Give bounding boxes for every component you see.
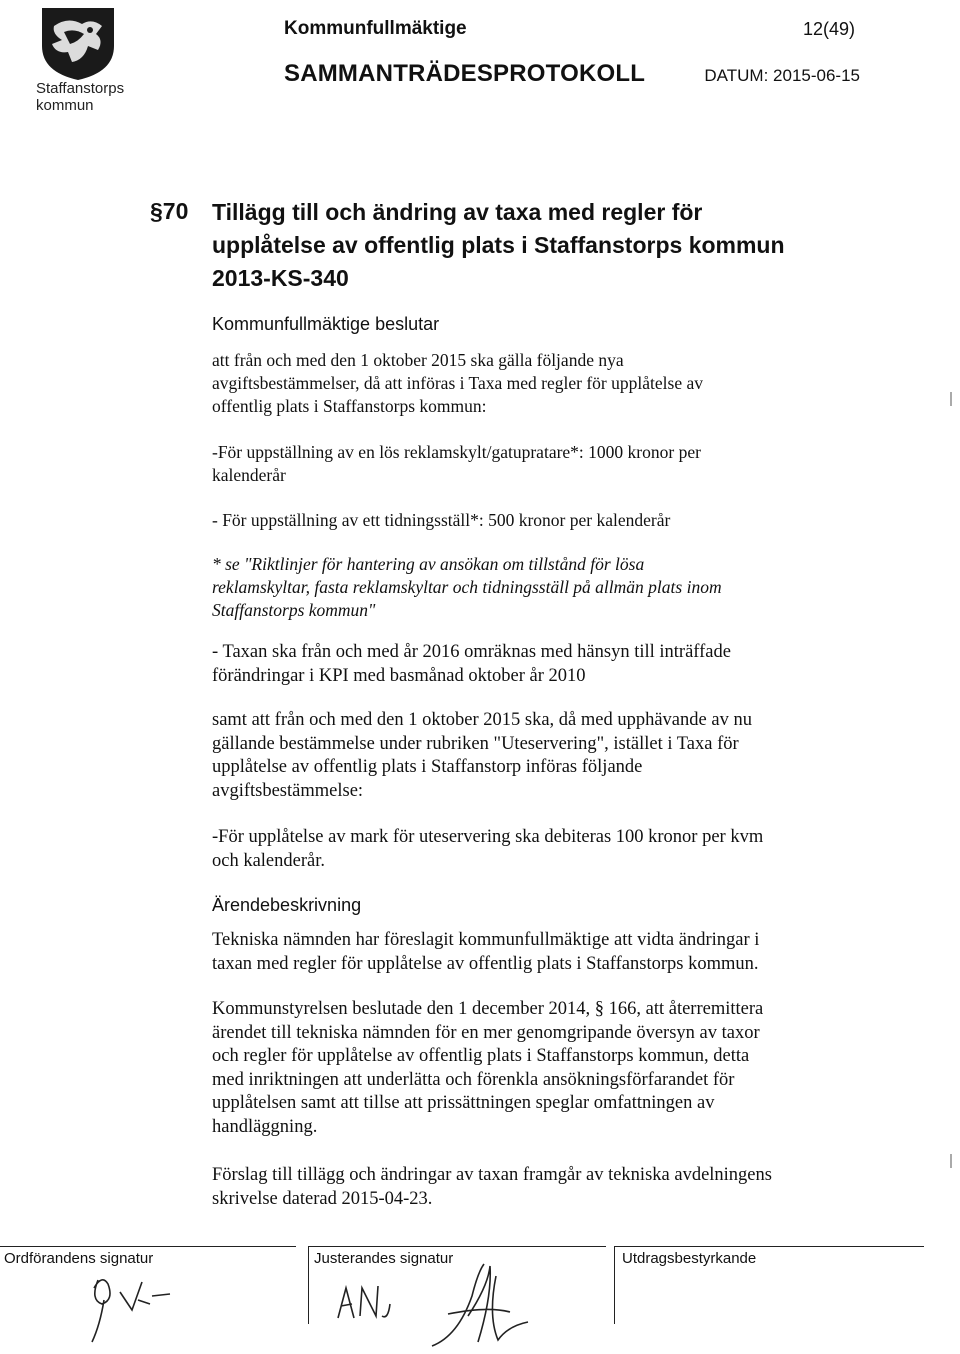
text-line: och kalenderår.	[212, 850, 325, 871]
section-heading	[212, 196, 892, 295]
text-line: avgiftsbestämmelser, då att införas i Taxa med regler för upplåtelse av	[212, 373, 703, 393]
text-line: upplåtelse av offentlig plats i Staffanstorp införas följande	[212, 757, 643, 777]
heading-line-2: upplåtelse av offentlig plats i Staffanstorps kommun	[212, 232, 785, 258]
text-line: upplåtelsen samt att tillse att prissättningen speglar omfattningen av	[212, 1093, 715, 1113]
logo-text	[36, 80, 124, 114]
municipality-coat-of-arms	[38, 6, 118, 82]
signature-line-extract	[614, 1246, 924, 1247]
text-line: ärendet till tekniska nämnden för en mer genomgripande översyn av taxor	[212, 1022, 760, 1043]
text-line: offentlig plats i Staffanstorps kommun:	[212, 396, 487, 416]
text-line: samt att från och med den 1 oktober 2015 ska, då med upphävande av nu	[212, 710, 752, 730]
organisation-name: Kommunfullmäktige	[284, 18, 467, 39]
text-line: skrivelse daterad 2015-04-23.	[212, 1188, 433, 1209]
signature-divider-2	[614, 1246, 615, 1324]
meeting-date: DATUM: 2015-06-15	[704, 66, 860, 85]
decision-paragraph-2	[212, 441, 872, 487]
paragraph-number: §70	[150, 198, 189, 224]
decision-paragraph-1	[212, 349, 872, 418]
heading-line-3: 2013-KS-340	[212, 265, 349, 291]
text-line: - Taxan ska från och med år 2016 omräknas med hänsyn till inträffade	[212, 642, 731, 662]
adjuster-initials-1	[328, 1274, 408, 1334]
decision-paragraph-5	[212, 709, 872, 803]
description-paragraph-1	[212, 929, 872, 976]
adjuster-signature-label: Justerandes signatur	[314, 1250, 454, 1267]
heading-line-1: Tillägg till och ändring av taxa med regler för	[212, 199, 703, 225]
text-line: -För uppställning av en lös reklamskylt/gatupratare*: 1000 kronor per	[212, 442, 701, 462]
scan-mark	[950, 392, 952, 406]
text-line: * se "Riktlinjer för hantering av ansökan om tillstånd för lösa	[212, 554, 645, 574]
text-line: taxan med regler för upplåtelse av offentlig plats i Staffanstorps kommun.	[212, 953, 759, 974]
decision-title: Kommunfullmäktige beslutar	[212, 314, 440, 334]
decision-paragraph-6	[212, 826, 872, 873]
text-line: -För upplåtelse av mark för uteservering ska debiteras 100 kronor per kvm	[212, 827, 764, 847]
adjuster-initials-2	[418, 1256, 538, 1352]
decision-paragraph-4	[212, 641, 872, 688]
description-paragraph-2	[212, 998, 872, 1139]
text-line: Förslag till tillägg och ändringar av taxan framgår av tekniska avdelningens	[212, 1165, 772, 1185]
logo-text-line2: kommun	[36, 97, 94, 114]
text-line: att från och med den 1 oktober 2015 ska gälla följande nya	[212, 350, 624, 370]
decision-paragraph-3: - För uppställning av ett tidningsställ*: 500 kronor per kalenderår	[212, 510, 671, 530]
text-line: handläggning.	[212, 1116, 318, 1137]
text-line: gällande bestämmelse under rubriken "Uteservering", istället i Taxa för	[212, 733, 739, 754]
description-title: Ärendebeskrivning	[212, 895, 362, 915]
description-paragraph-3	[212, 1164, 872, 1211]
document-title: SAMMANTRÄDESPROTOKOLL	[284, 60, 646, 87]
text-line: med inriktningen att underlätta och förenkla ansökningsförfarandet för	[212, 1069, 735, 1090]
signature-line-chair	[0, 1246, 296, 1247]
text-line: Staffanstorps kommun"	[212, 600, 376, 620]
scan-mark	[950, 1154, 952, 1168]
text-line: Tekniska nämnden har föreslagit kommunfullmäktige att vidta ändringar i	[212, 930, 760, 950]
chair-signature-label: Ordförandens signatur	[4, 1250, 154, 1267]
text-line: reklamskyltar, fasta reklamskyltar och tidningsställ på allmän plats inom	[212, 577, 722, 597]
text-line: avgiftsbestämmelse:	[212, 780, 364, 801]
logo-text-line1: Staffanstorps	[36, 80, 125, 97]
text-line: kalenderår	[212, 465, 286, 485]
text-line: Kommunstyrelsen beslutade den 1 december 2014, § 166, att återremittera	[212, 999, 764, 1019]
text-line: förändringar i KPI med basmånad oktober år 2010	[212, 665, 586, 686]
signature-line-adjuster	[308, 1246, 606, 1247]
footnote-guidelines	[212, 553, 872, 622]
extract-label: Utdragsbestyrkande	[622, 1250, 757, 1267]
text-line: och regler för upplåtelse av offentlig plats i Staffanstorps kommun, detta	[212, 1046, 750, 1066]
chair-initials-signature	[80, 1270, 190, 1350]
signature-divider-1	[308, 1246, 309, 1324]
page-number: 12(49)	[802, 19, 855, 39]
